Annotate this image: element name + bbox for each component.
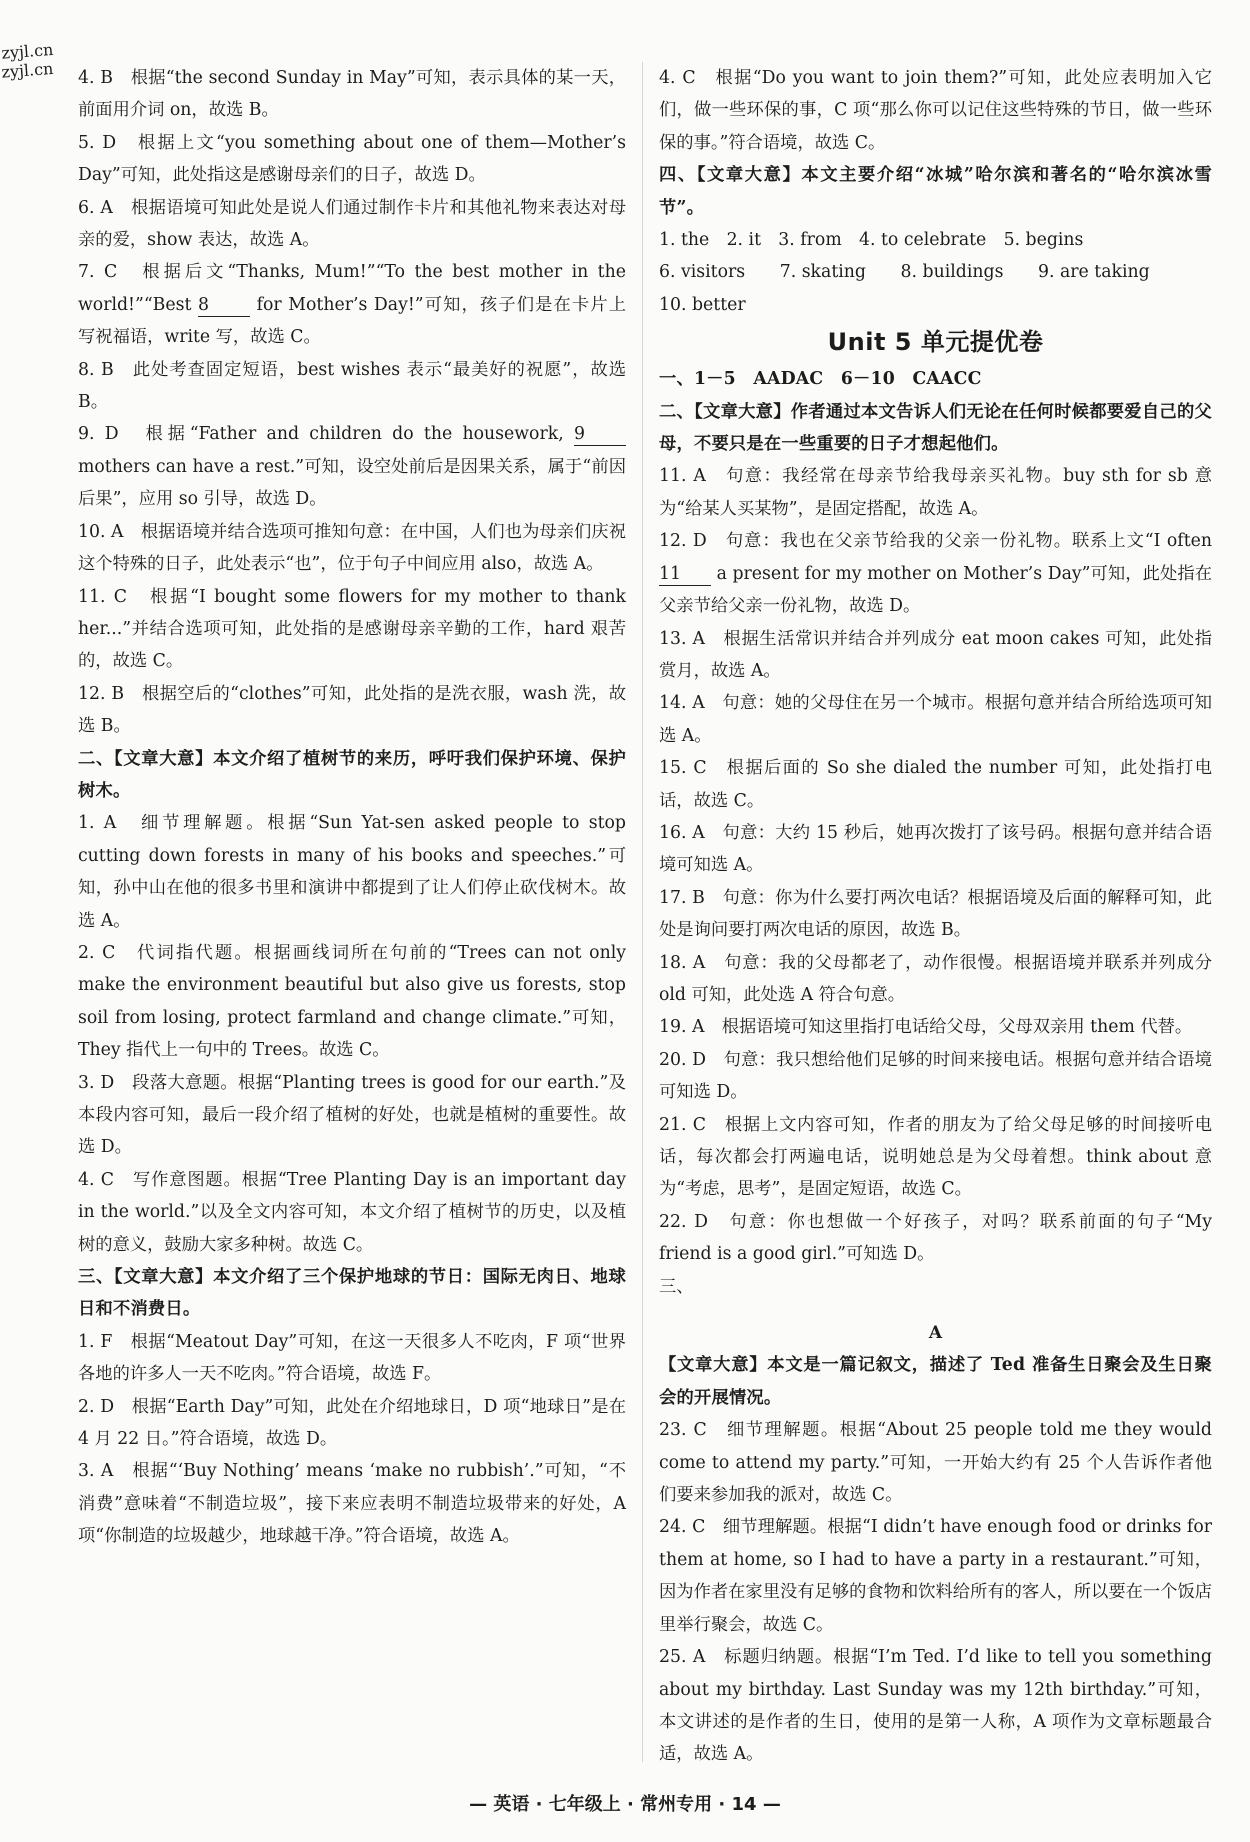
answer-item: [659, 1271, 1212, 1303]
answer-item: [78, 418, 626, 515]
answer-item: [659, 1044, 1212, 1109]
answer-item: [659, 947, 1212, 1012]
answer-text: 一、1－5 AADAC 6－10 CAACC: [659, 369, 982, 390]
column-divider: [642, 62, 643, 1762]
blank-number: 11: [659, 563, 711, 586]
answer-text: 3. D 段落大意题。根据“Planting trees is good for our earth.”及本段内容可知，最后一段介绍了植树的好处，也就是植树的重要性。故选 D。: [78, 1072, 626, 1158]
answer-text: A: [928, 1323, 943, 1344]
answer-text: 14. A 句意：她的父母住在另一个城市。根据句意并结合所给选项可知选 A。: [659, 693, 1212, 746]
answer-item: [659, 1414, 1212, 1511]
answer-item: [659, 1206, 1212, 1271]
answer-text: 17. B 句意：你为什么要打两次电话？根据语境及后面的解释可知，此处是询问要打两次电话的原因，故选 B。: [659, 887, 1212, 941]
answer-item: [659, 817, 1212, 882]
answer-text: Unit 5 单元提优卷: [827, 328, 1044, 357]
blank-number: 8: [198, 294, 250, 317]
answer-text: 1. the 2. it 3. from 4. to celebrate 5. begins: [659, 230, 1084, 251]
blank-number: 9: [574, 423, 626, 446]
section-heading: [659, 1349, 1212, 1414]
page-footer: — 英语 · 七年级上 · 常州专用 · 14 —: [469, 1794, 781, 1815]
answer-item: [78, 1391, 626, 1456]
answer-item: [78, 1455, 626, 1552]
answer-text: 3. A 根据“‘Buy Nothing’ means ‘make no rubbish’.”可知，“不消费”意味着“不制造垃圾”，接下来应表明不制造垃圾带来的好处，A 项“你制造的垃圾越少，地球越干净。”符合语境，故选 A。: [78, 1461, 626, 1547]
answer-item: [659, 882, 1212, 947]
answer-item: [659, 224, 1212, 256]
answer-item: [78, 581, 626, 678]
answer-item: [78, 807, 626, 937]
answer-text: 三、: [659, 1276, 694, 1297]
answer-text: 23. C 细节理解题。根据“About 25 people told me they would come to attend my party.”可知，一开始大约有 25 个人告诉作者他们要来参加我的派对，故选 C。: [659, 1420, 1212, 1506]
answer-item: [659, 623, 1212, 688]
answer-item: [659, 1011, 1212, 1043]
answer-item: [659, 752, 1212, 817]
answer-item: [78, 937, 626, 1067]
answer-text: 1. F 根据“Meatout Day”可知，在这一天很多人不吃肉，F 项“世界各地的许多人一天不吃肉。”符合语境，故选 F。: [78, 1331, 626, 1385]
answer-text: 5. D 根据上文“you something about one of them—Mother’s Day”可知，此处指这是感谢母亲们的日子，故选 D。: [78, 132, 626, 186]
answer-text: 10. A 根据语境并结合选项可推知句意：在中国，人们也为母亲们庆祝这个特殊的日子，此处表示“也”，位于句子中间应用 also，故选 A。: [78, 521, 626, 575]
answer-text: 【文章大意】本文是一篇记叙文，描述了 Ted 准备生日聚会及生日聚会的开展情况。: [659, 1355, 1212, 1408]
answer-text: 24. C 细节理解题。根据“I didn’t have enough food or drinks for them at home, so I had to have a party in a restaurant.”可知，因为作者在家里没有足够的食物和饮料给所有的客人，所以要在一个饭店里举行聚会，故选 C。: [659, 1517, 1213, 1635]
answer-text: 2. D 根据“Earth Day”可知，此处在介绍地球日，D 项“地球日”是在 4 月 22 日。”符合语境，故选 D。: [78, 1396, 626, 1450]
unit-title: [659, 321, 1212, 363]
answer-item: [78, 1326, 626, 1391]
answer-text: 9. D 根据“Father and children do the housework,: [78, 424, 574, 445]
answer-item: [78, 678, 626, 743]
answer-text: 21. C 根据上文内容可知，作者的朋友为了给父母足够的时间接听电话，每次都会打两遍电话，说明她总是为父母着想。think about 意为“考虑，思考”，是固定短语，故选 C。: [659, 1114, 1212, 1200]
answer-text: 13. A 根据生活常识并结合并列成分 eat moon cakes 可知，此处指赏月，故选 A。: [659, 628, 1212, 681]
section-heading: [78, 1261, 626, 1326]
watermark-logo: zyjl.cn: [0, 59, 54, 82]
answer-item: [659, 1109, 1212, 1206]
answer-text: a present for my mother on Mother’s Day”可知，此处指在父亲节给父亲一份礼物，故选 D。: [659, 563, 1212, 617]
watermark-logo: zyjl.cn: [0, 40, 54, 63]
answer-text: 二、【文章大意】作者通过本文告诉人们无论在任何时候都要爱自己的父母，不要只是在一些重要的日子才想起他们。: [659, 401, 1212, 455]
answer-text: 7. C 根据后文“Thanks, Mum!”“To the best mother in the world!”“Best: [78, 262, 626, 315]
answer-text: 12. B 根据空后的“clothes”可知，此处指的是洗衣服，wash 洗，故选 B。: [78, 683, 626, 737]
left-column: [78, 62, 626, 1553]
answer-item: [78, 1067, 626, 1164]
answer-text: 12. D 句意：我也在父亲节给我的父亲一份礼物。联系上文“I often: [659, 531, 1212, 552]
answer-text: 25. A 标题归纳题。根据“I’m Ted. I’d like to tell you something about my birthday. Last Sunday was my 12th birthday.”可知，本文讲述的是作者的生日，使用的是第一人称，A 项作为文章标题最合适，故选 A。: [659, 1647, 1212, 1765]
answer-text: 4. C 根据“Do you want to join them?”可知，此处应表明加入它们，做一些环保的事，C 项“那么你可以记住这些特殊的节日，做一些环保的事。”符合语境，故选 C。: [659, 68, 1212, 153]
answer-text: 15. C 根据后面的 So she dialed the number 可知，此处指打电话，故选 C。: [659, 758, 1212, 811]
answer-text: 11. A 句意：我经常在母亲节给我母亲买礼物。buy sth for sb 意为“给某人买某物”，是固定搭配，故选 A。: [659, 466, 1212, 519]
answer-item: [659, 1511, 1212, 1641]
answer-text: 4. C 写作意图题。根据“Tree Planting Day is an important day in the world.”以及全文内容可知，本文介绍了植树节的历史，以及植树的意义，鼓励大家多种树。故选 C。: [78, 1169, 626, 1255]
answer-text: 11. C 根据“I bought some flowers for my mother to thank her...”并结合选项可知，此处指的是感谢母亲辛勤的工作，hard 艰苦的，故选 C。: [78, 586, 626, 672]
answer-text: 10. better: [659, 294, 746, 315]
answer-text: 2. C 代词指代题。根据画线词所在句前的“Trees can not only make the environment beautiful but also give us forests, stop soil from losing, protect farmland and change climate.”可知，They 指代上一句中的 Trees。故选 C。: [78, 942, 626, 1061]
answer-text: 6. visitors 7. skating 8. buildings 9. are taking: [659, 262, 1150, 283]
answer-item: [78, 516, 626, 581]
answer-item: [78, 256, 626, 353]
answer-text: 16. A 句意：大约 15 秒后，她再次拨打了该号码。根据句意并结合语境可知选 A。: [659, 822, 1212, 876]
answer-text: mothers can have a rest.”可知，设空处前后是因果关系，属于“前因后果”，应用 so 引导，故选 D。: [78, 456, 626, 510]
answer-text: 三、【文章大意】本文介绍了三个保护地球的节日：国际无肉日、地球日和不消费日。: [78, 1267, 626, 1320]
answer-item: [659, 525, 1212, 622]
section-heading: [659, 396, 1212, 461]
section-heading: [659, 159, 1212, 224]
answer-text: 22. D 句意：你也想做一个好孩子，对吗？联系前面的句子“My friend is a good girl.”可知选 D。: [659, 1211, 1212, 1265]
answer-item: [78, 354, 626, 419]
answer-item: [78, 192, 626, 257]
section-heading: [659, 363, 1212, 395]
answer-item: [659, 460, 1212, 525]
answer-text: 18. A 句意：我的父母都老了，动作很慢。根据语境并联系并列成分 old 可知，此处选 A 符合句意。: [659, 952, 1212, 1005]
section-letter: [659, 1317, 1212, 1349]
answer-item: [659, 62, 1212, 159]
answer-text: for Mother’s Day!”可知，孩子们是在卡片上写祝福语，write 写，故选 C。: [78, 294, 626, 348]
answer-item: [78, 1164, 626, 1261]
right-column: [659, 62, 1212, 1771]
answer-item: [659, 1641, 1212, 1771]
answer-item: [659, 256, 1212, 288]
answer-item: [659, 289, 1212, 321]
answer-item: [659, 687, 1212, 752]
answer-text: 四、【文章大意】本文主要介绍“冰城”哈尔滨和著名的“哈尔滨冰雪节”。: [659, 165, 1212, 218]
answer-text: 4. B 根据“the second Sunday in May”可知，表示具体的某一天，前面用介词 on，故选 B。: [78, 68, 626, 121]
answer-item: [78, 62, 626, 127]
answer-text: 8. B 此处考查固定短语，best wishes 表示“最美好的祝愿”，故选 B。: [78, 359, 626, 413]
answer-text: 19. A 根据语境可知这里指打电话给父母，父母双亲用 them 代替。: [659, 1017, 1193, 1038]
answer-text: 1. A 细节理解题。根据“Sun Yat-sen asked people to stop cutting down forests in many of his books and speeches.”可知，孙中山在他的很多书里和演讲中都提到了让人们停止砍伐树木。故选 A。: [78, 813, 626, 931]
answer-text: 二、【文章大意】本文介绍了植树节的来历，呼吁我们保护环境、保护树木。: [78, 748, 626, 801]
section-heading: [78, 743, 626, 808]
answer-text: 20. D 句意：我只想给他们足够的时间来接电话。根据句意并结合语境可知选 D。: [659, 1049, 1212, 1103]
answer-text: 6. A 根据语境可知此处是说人们通过制作卡片和其他礼物来表达对母亲的爱，show 表达，故选 A。: [78, 197, 626, 251]
answer-item: [78, 127, 626, 192]
